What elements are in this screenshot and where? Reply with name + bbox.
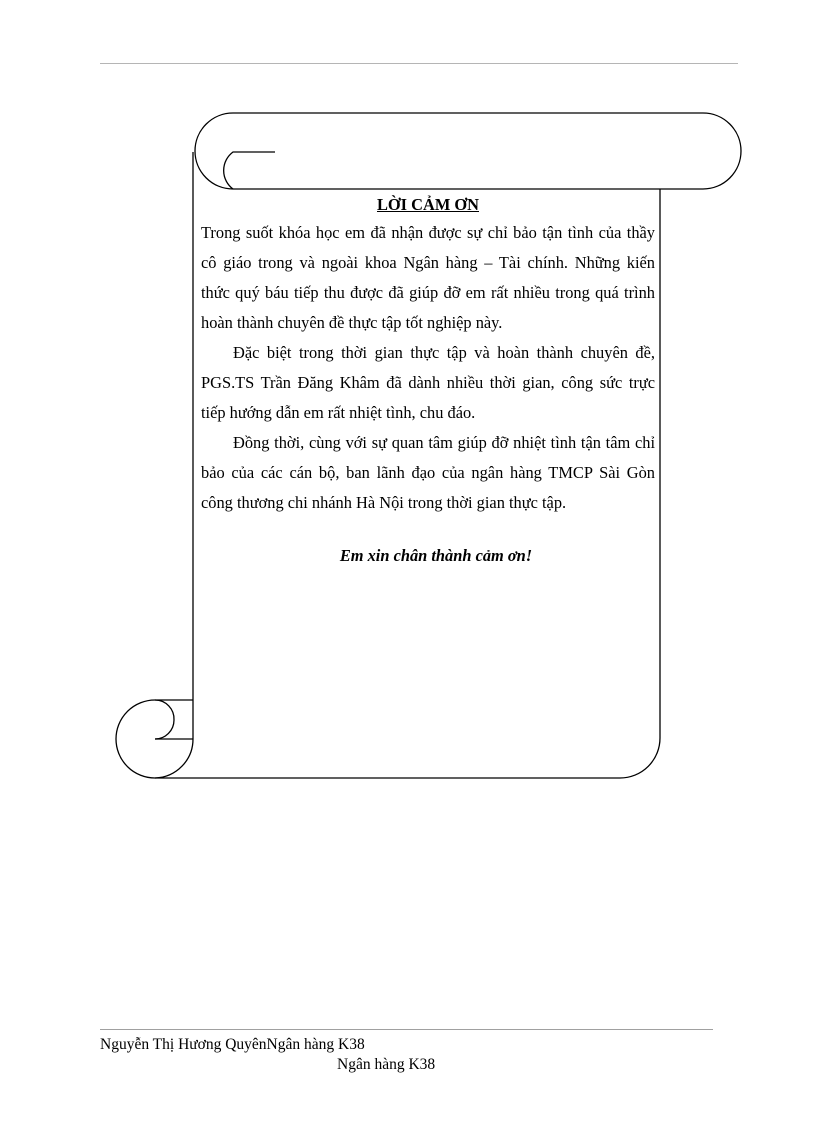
footer-author-line: Nguyễn Thị Hương QuyênNgân hàng K38 — [100, 1036, 365, 1053]
paragraph-3: Đồng thời, cùng với sự quan tâm giúp đỡ nhiệt tình tận tâm chỉ bảo của các cán bộ, ban lãnh đạo của ngân hàng TMCP Sài Gòn công thương chi nhánh Hà Nội trong thời gian thực tập. — [201, 433, 655, 512]
footer-class-line: Ngân hàng K38 — [337, 1056, 436, 1073]
footer-rule — [100, 1029, 713, 1030]
closing-line: Em xin chân thành cảm ơn! — [339, 546, 533, 565]
document-title: LỜI CẢM ƠN — [377, 195, 479, 214]
acknowledgement-text — [201, 192, 655, 571]
paragraph-1: Trong suốt khóa học em đã nhận được sự chỉ bảo tận tình của thầy cô giáo trong và ngoài khoa Ngân hàng – Tài chính. Những kiến thức quý báu tiếp thu được đã giúp đỡ em rất nhiều trong quá trình hoàn thành chuyên đề thực tập tốt nghiệp này. — [201, 223, 655, 332]
paragraph-2: Đặc biệt trong thời gian thực tập và hoàn thành chuyên đề, PGS.TS Trần Đăng Khâm đã dành nhiều thời gian, công sức trực tiếp hướng dẫn em rất nhiệt tình, chu đáo. — [201, 343, 655, 422]
